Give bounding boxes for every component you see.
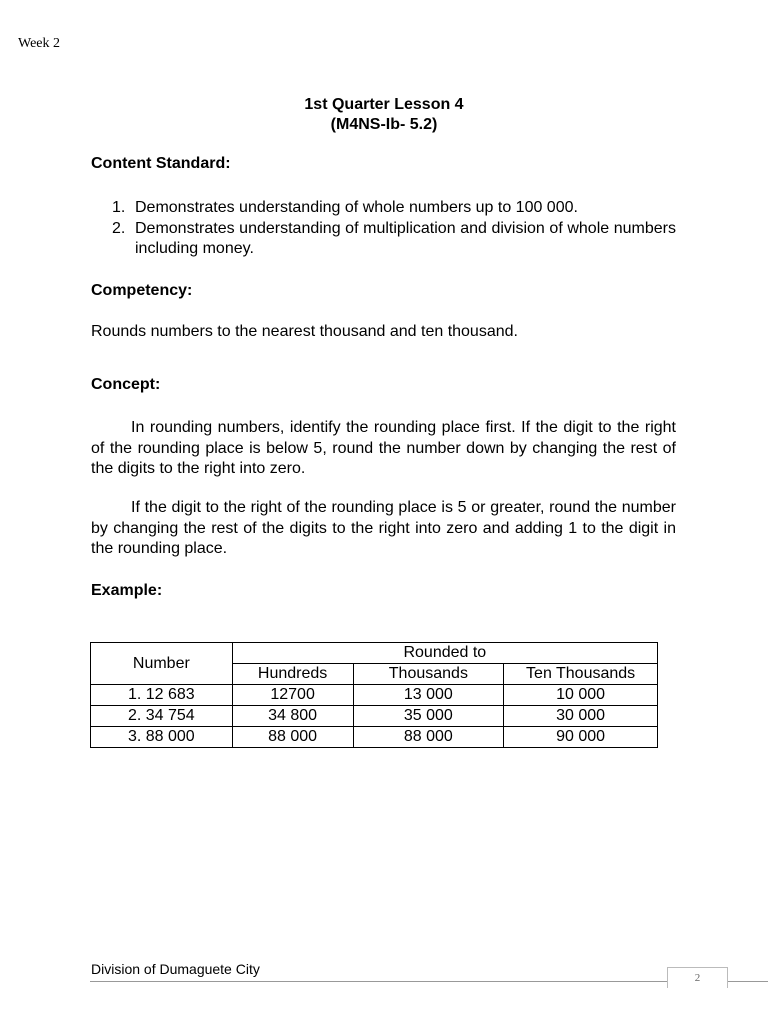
list-item-text: Demonstrates understanding of whole numbers up to 100 000. [135,199,578,216]
content-standard-list [91,198,676,260]
header-rounded-to: Rounded to [232,643,657,664]
lesson-title: 1st Quarter Lesson 4 [304,96,464,113]
cell-number: 1. 12 683 [91,685,233,706]
cell-ten-thousands: 10 000 [504,685,658,706]
list-item [91,219,676,260]
cell-hundreds: 88 000 [232,727,353,748]
example-heading: Example: [91,582,163,599]
competency-text: Rounds numbers to the nearest thousand and ten thousand. [91,323,518,340]
cell-thousands: 13 000 [353,685,504,706]
cell-hundreds: 12700 [232,685,353,706]
list-item-text: Demonstrates understanding of multiplication and division of whole numbers including money. [135,219,676,257]
lesson-title-block [0,95,768,135]
table-row [91,685,658,706]
header-hundreds: Hundreds [232,664,353,685]
table-row [91,727,658,748]
cell-ten-thousands: 90 000 [504,727,658,748]
list-item [91,198,676,219]
cell-thousands: 35 000 [353,706,504,727]
header-number: Number [91,643,233,685]
list-item-number: 1. [112,199,126,216]
page-number: 2 [667,967,728,988]
lesson-code: (M4NS-Ib- 5.2) [330,116,438,133]
footer-division: Division of Dumaguete City [91,961,260,977]
cell-hundreds: 34 800 [232,706,353,727]
cell-ten-thousands: 30 000 [504,706,658,727]
table-header-row [91,643,658,664]
competency-heading: Competency: [91,282,193,299]
concept-paragraph-1: In rounding numbers, identify the rounding place first. If the digit to the right of the rounding place is below 5, round the number down by changing the rest of the digits to the right into zero. [91,419,676,477]
cell-number: 3. 88 000 [91,727,233,748]
rounding-table [90,642,658,748]
cell-number: 2. 34 754 [91,706,233,727]
week-label: Week 2 [18,36,61,51]
content-standard-heading: Content Standard: [91,155,231,172]
header-thousands: Thousands [353,664,504,685]
concept-heading: Concept: [91,376,161,393]
cell-thousands: 88 000 [353,727,504,748]
list-item-number: 2. [112,219,126,237]
header-ten-thousands: Ten Thousands [504,664,658,685]
concept-paragraph-2: If the digit to the right of the rounding place is 5 or greater, round the number by changing the rest of the digits to the right into zero and adding 1 to the digit in the rounding place. [91,499,676,557]
table-row [91,706,658,727]
